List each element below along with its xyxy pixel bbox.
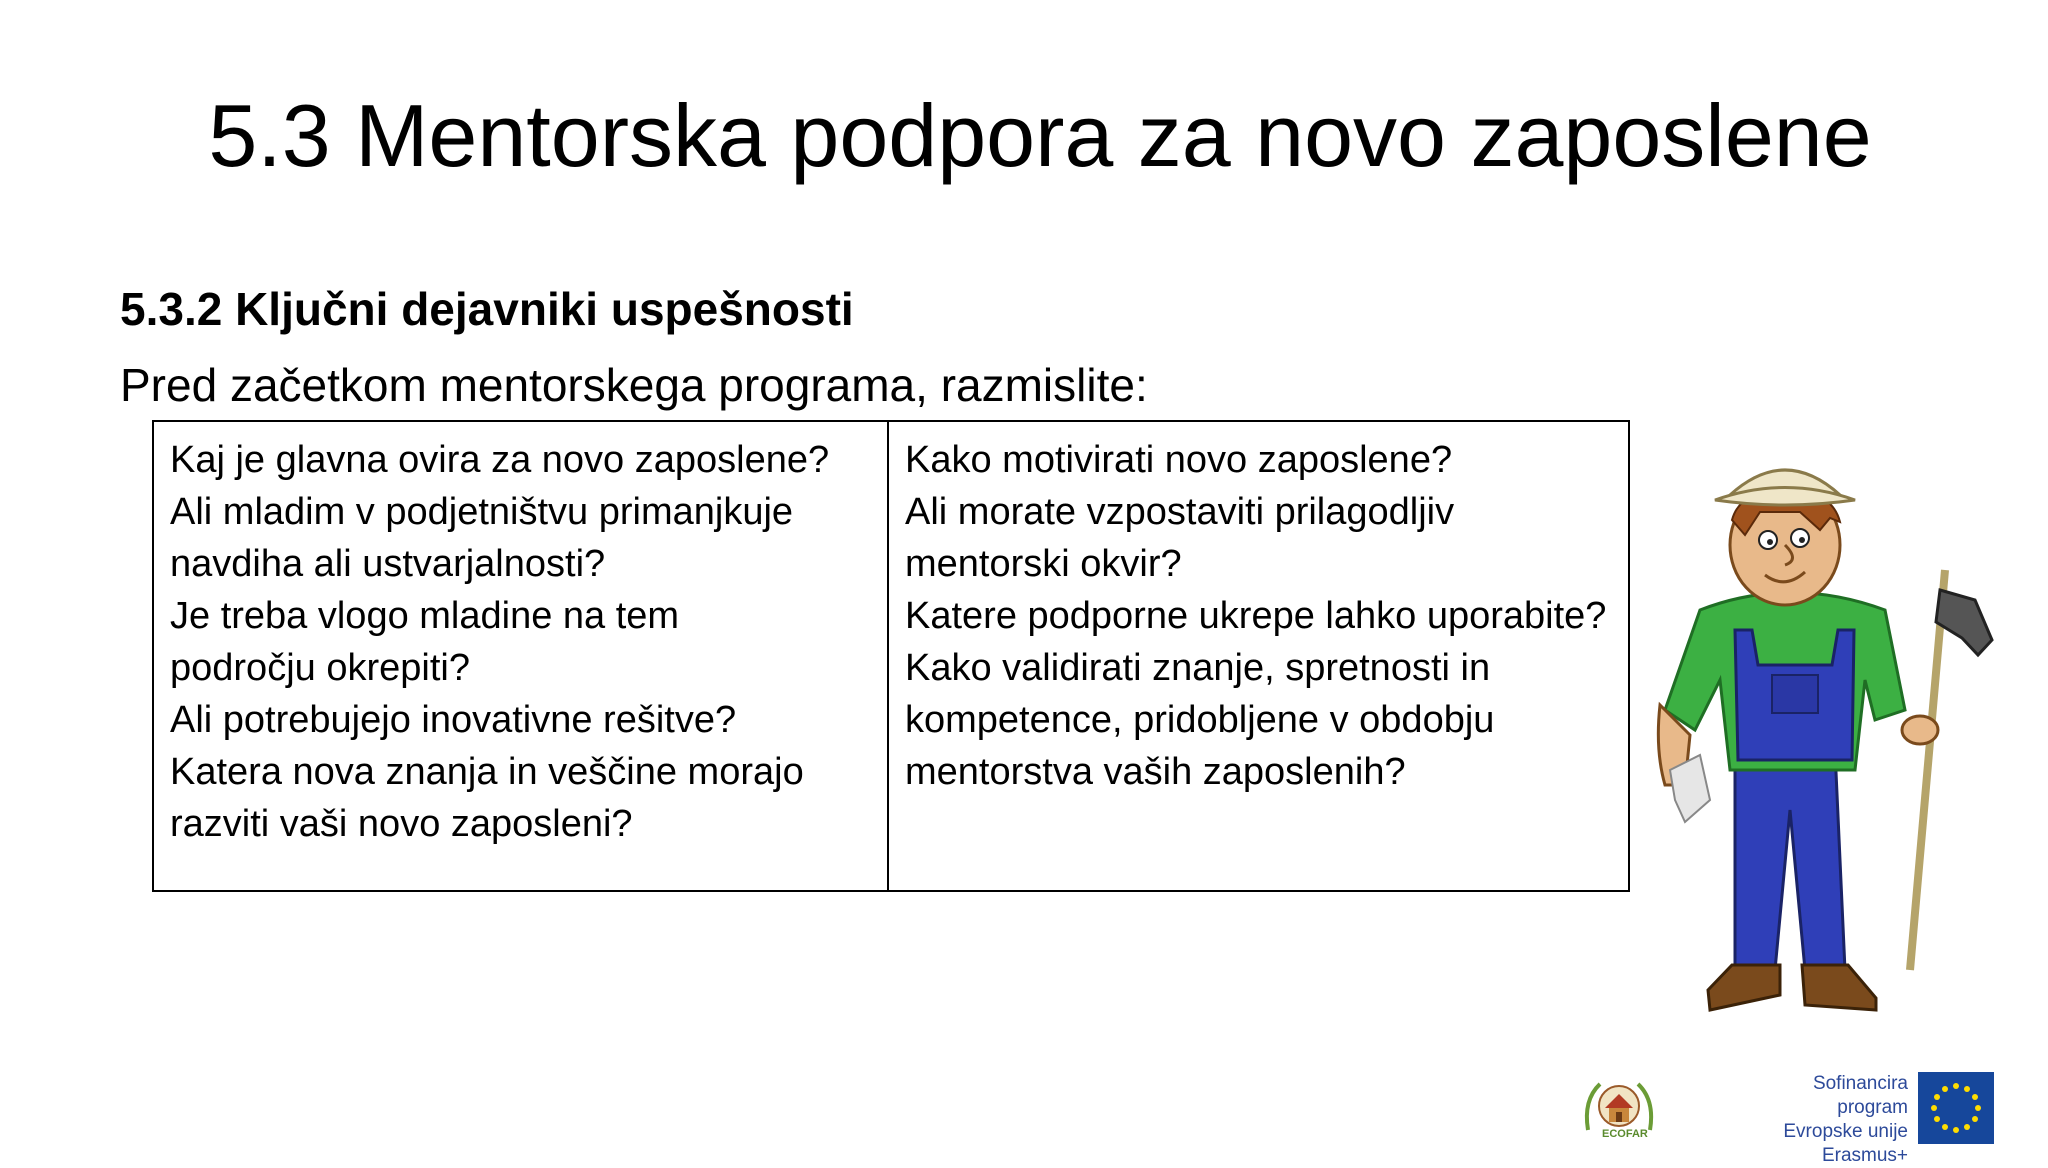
right-question-line: mentorski okvir?	[905, 543, 1182, 585]
left-question-line: Ali potrebujejo inovativne rešitve?	[170, 699, 737, 741]
eu-line: Erasmus+	[1821, 1145, 1908, 1166]
right-boot	[1802, 965, 1876, 1010]
right-question-line: Ali morate vzpostaviti prilagodljiv	[905, 491, 1455, 533]
slide-title: 5.3 Mentorska podpora za novo zaposlene	[208, 86, 1872, 185]
right-questions-cell	[888, 421, 1629, 891]
left-question-line: Ali mladim v podjetništvu primanjkuje	[170, 491, 794, 533]
overalls-legs	[1735, 750, 1845, 970]
left-question-line: navdiha ali ustvarjalnosti?	[170, 543, 606, 585]
bib-pocket	[1772, 675, 1818, 713]
farmer-illustration	[1640, 450, 2030, 1020]
left-question-line: razviti vaši novo zaposleni?	[170, 803, 633, 845]
eu-flag-icon	[1918, 1072, 1994, 1144]
left-question-line: Kaj je glavna ovira za novo zaposlene?	[170, 439, 830, 481]
table-row	[153, 421, 1629, 891]
right-hand	[1902, 716, 1938, 744]
hoe-handle	[1910, 570, 1945, 970]
left-question-line: Je treba vlogo mladine na tem	[170, 595, 680, 637]
hoe-blade	[1936, 590, 1992, 655]
questions-table	[152, 420, 1630, 892]
right-question-line: Kako validirati znanje, spretnosti in	[905, 647, 1491, 689]
ecofar-label: ECOFAR	[1602, 1128, 1648, 1140]
eu-line: Evropske unije	[1783, 1121, 1908, 1142]
eu-cofunding-text	[1740, 1072, 1908, 1168]
right-question-line: kompetence, pridobljene v obdobju	[905, 699, 1495, 741]
left-question-line: Katera nova znanja in veščine morajo	[170, 751, 804, 793]
eu-line: Sofinancira program	[1812, 1073, 1908, 1118]
left-questions-cell	[153, 421, 888, 891]
section-subtitle: 5.3.2 Ključni dejavniki uspešnosti	[120, 283, 854, 335]
intro-text: Pred začetkom mentorskega programa, razmislite:	[120, 359, 1148, 411]
left-boot	[1708, 965, 1780, 1010]
right-question-line: mentorstva vaših zaposlenih?	[905, 751, 1406, 793]
right-question-line: Katere podporne ukrepe lahko uporabite?	[905, 595, 1607, 637]
left-question-line: področju okrepiti?	[170, 647, 470, 689]
right-question-line: Kako motivirati novo zaposlene?	[905, 439, 1453, 481]
